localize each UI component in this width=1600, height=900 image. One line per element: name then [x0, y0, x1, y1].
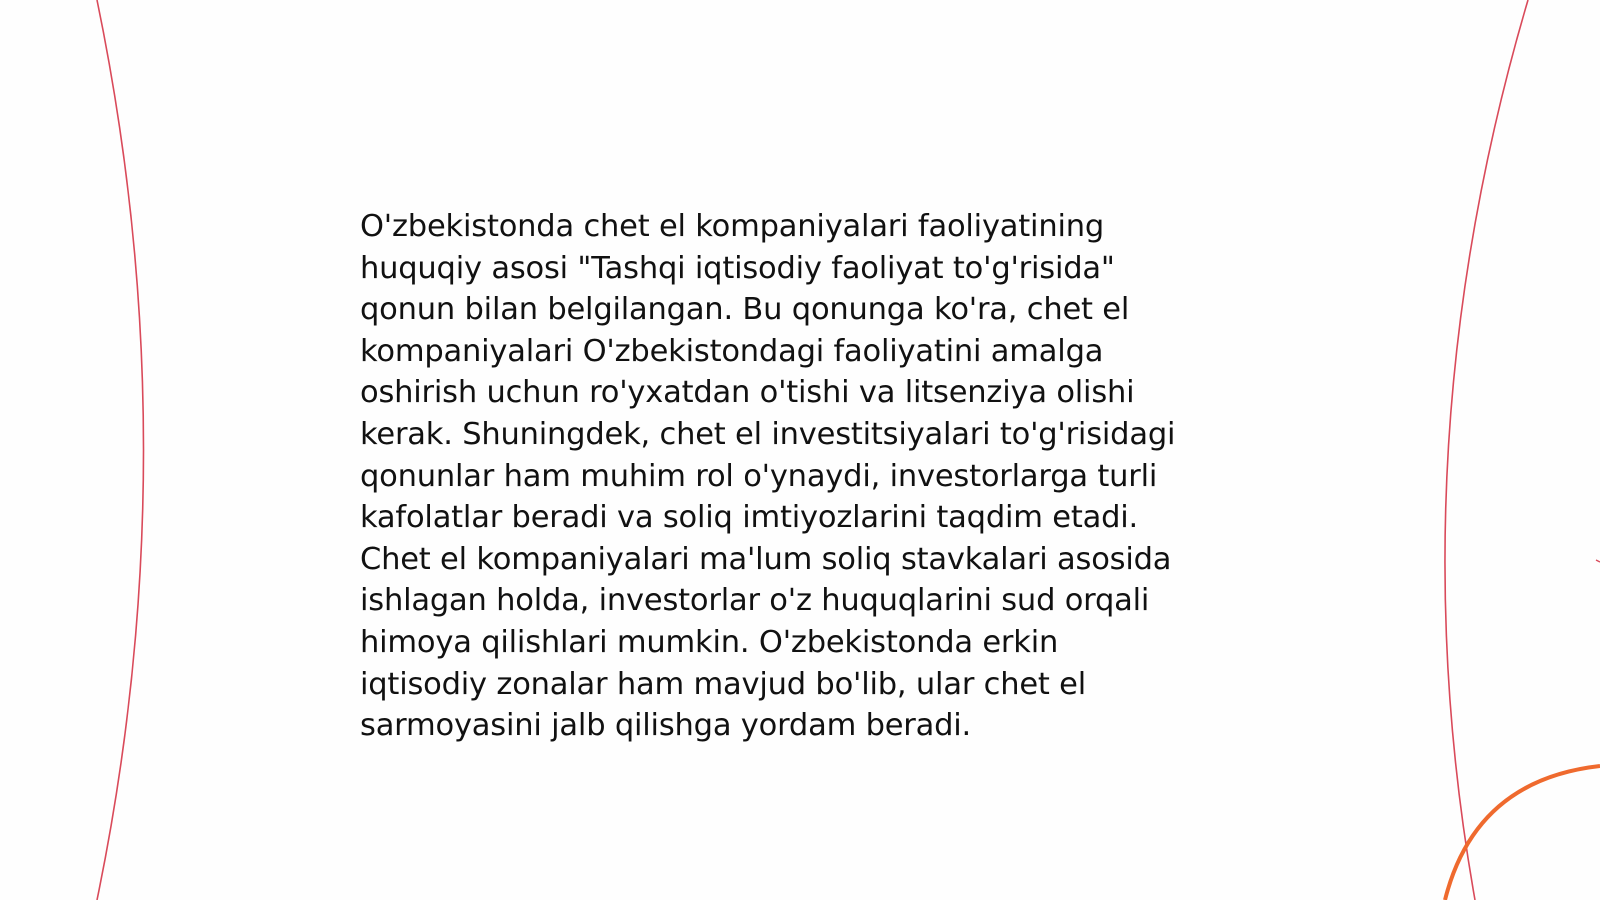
right-curve-line	[1445, 0, 1528, 900]
left-curve-line	[97, 0, 144, 900]
orange-arc	[1445, 766, 1600, 900]
small-arrow-mark	[1596, 560, 1600, 562]
body-paragraph: O'zbekistonda chet el kompaniyalari faoliyatining huquqiy asosi "Tashqi iqtisodiy faoliyat to'g'risida" qonun bilan belgilangan. Bu qonunga ko'ra, chet el kompaniyalari O'zbekistondagi faoliyatini amalga oshirish uchun ro'yxatdan o'tishi va litsenziya olishi kerak. Shuningdek, chet el investitsiyalari to'g'risidagi qonunlar ham muhim rol o'ynaydi, investorlarga turli kafolatlar beradi va soliq imtiyozlarini taqdim etadi. Chet el kompaniyalari ma'lum soliq stavkalari asosida ishlagan holda, investorlar o'z huquqlarini sud orqali himoya qilishlari mumkin. O'zbekistonda erkin iqtisodiy zonalar ham mavjud bo'lib, ular chet el sarmoyasini jalb qilishga yordam beradi.	[360, 209, 1176, 744]
